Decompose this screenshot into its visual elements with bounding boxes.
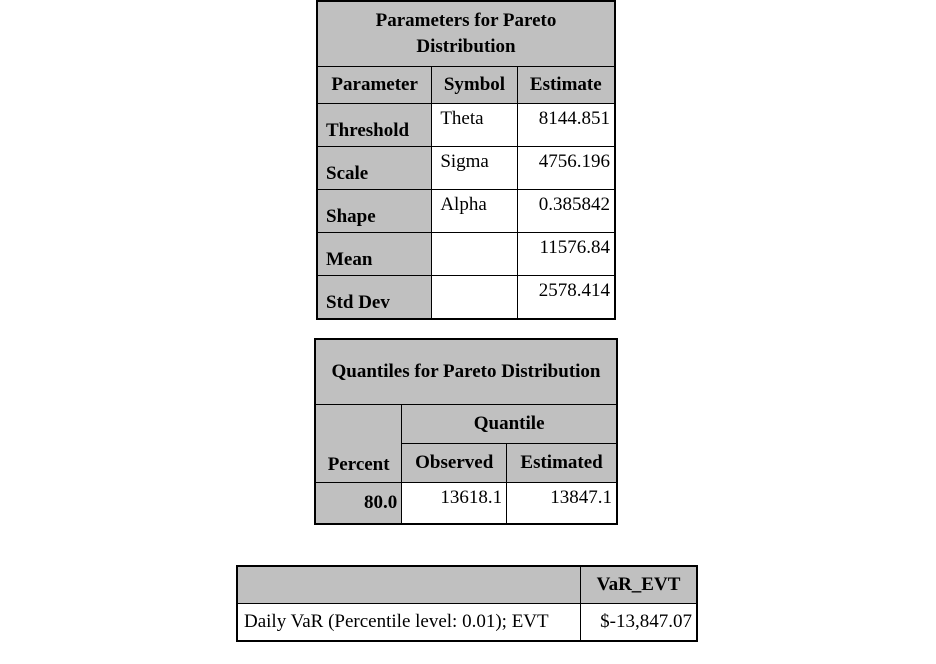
percent-cell: 80.0 <box>315 483 402 525</box>
estimate-cell: 0.385842 <box>517 190 615 233</box>
group-header-quantile: Quantile <box>402 405 617 444</box>
estimate-cell: 11576.84 <box>517 233 615 276</box>
column-header-estimate: Estimate <box>517 67 615 104</box>
column-header-estimated: Estimated <box>507 444 617 483</box>
row-header: Threshold <box>317 104 432 147</box>
table-row <box>317 190 615 233</box>
row-header: Mean <box>317 233 432 276</box>
empty-header-cell <box>237 566 581 604</box>
estimate-cell: 2578.414 <box>517 276 615 320</box>
estimated-cell: 13847.1 <box>507 483 617 525</box>
table-row <box>315 483 617 525</box>
table-title: Parameters for Pareto Distribution <box>317 1 615 67</box>
var-evt-table <box>236 565 698 642</box>
var-value-cell: $-13,847.07 <box>581 604 698 642</box>
row-header: Shape <box>317 190 432 233</box>
symbol-cell: Sigma <box>432 147 517 190</box>
observed-cell: 13618.1 <box>402 483 507 525</box>
table-row <box>317 276 615 320</box>
symbol-cell <box>432 276 517 320</box>
estimate-cell: 4756.196 <box>517 147 615 190</box>
row-header: Scale <box>317 147 432 190</box>
table-row <box>317 147 615 190</box>
pareto-parameters-table <box>316 0 616 320</box>
estimate-cell: 8144.851 <box>517 104 615 147</box>
symbol-cell: Theta <box>432 104 517 147</box>
table-row <box>317 233 615 276</box>
row-label: Daily VaR (Percentile level: 0.01); EVT <box>237 604 581 642</box>
column-header-parameter: Parameter <box>317 67 432 104</box>
row-header: Std Dev <box>317 276 432 320</box>
pareto-quantiles-table <box>314 338 618 525</box>
column-header-symbol: Symbol <box>432 67 517 104</box>
table-row <box>237 604 697 642</box>
column-header-var-evt: VaR_EVT <box>581 566 698 604</box>
column-header-observed: Observed <box>402 444 507 483</box>
table-title: Quantiles for Pareto Distribution <box>315 339 617 405</box>
column-header-percent: Percent <box>315 405 402 483</box>
symbol-cell: Alpha <box>432 190 517 233</box>
table-row <box>317 104 615 147</box>
symbol-cell <box>432 233 517 276</box>
